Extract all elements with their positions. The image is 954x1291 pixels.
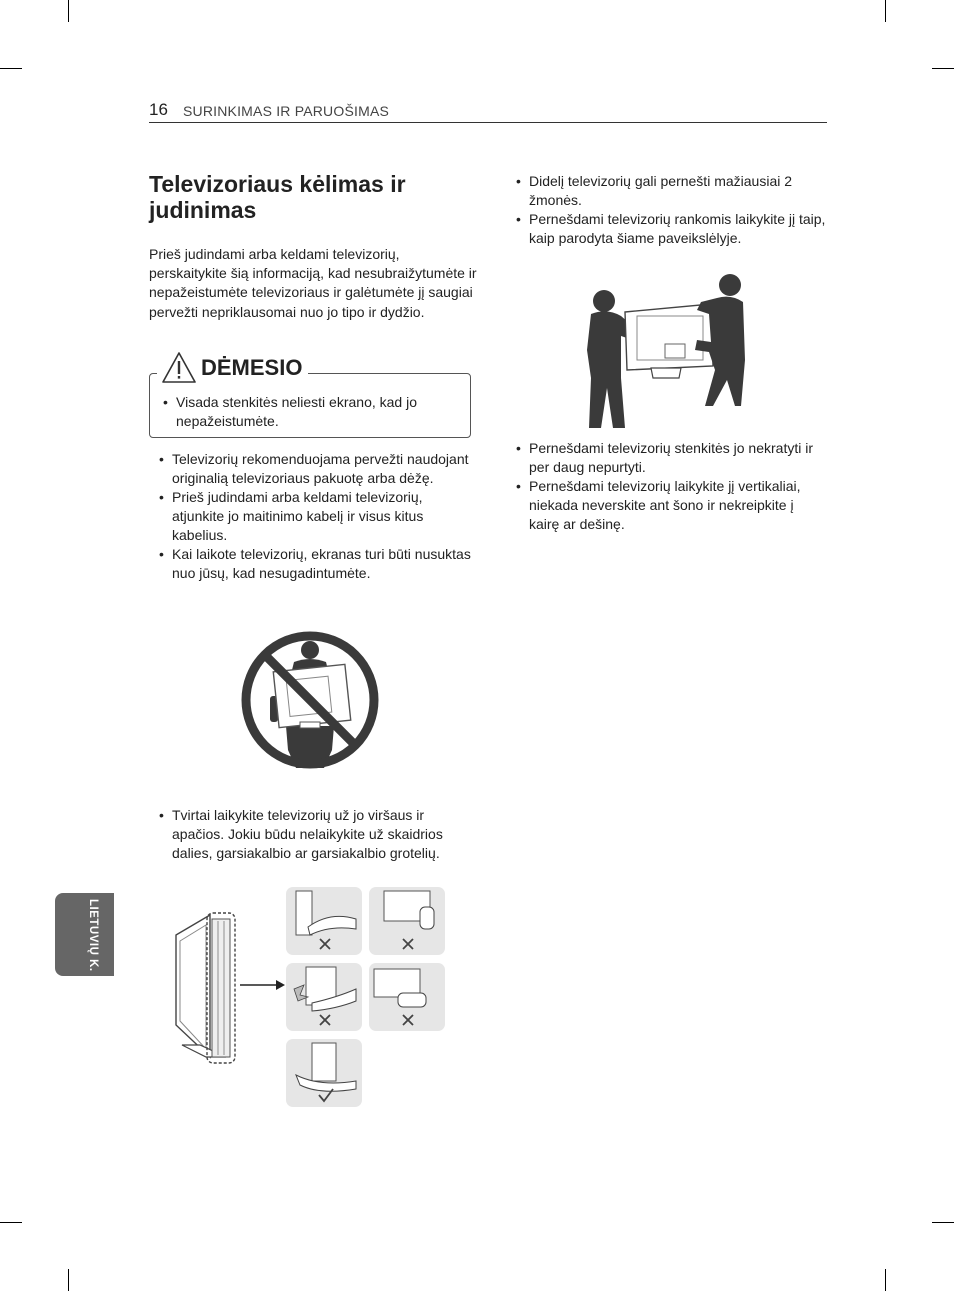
list-item: • Visada stenkitės neliesti ekrano, kad jo nepažeistumėte. (154, 393, 454, 431)
caution-list (154, 393, 454, 431)
crop-mark (68, 1269, 69, 1291)
list-item: • Televizorių rekomenduojama pervežti naudojant originalią televizoriaus pakuotę arba dėžę. (150, 450, 472, 488)
transport-list (507, 439, 827, 534)
caution-label: DĖMESIO (201, 355, 303, 380)
grip-panel-4 (369, 963, 445, 1031)
page-title: Televizoriaus kėlimas ir judinimas (149, 171, 406, 223)
grip-panel-3 (286, 963, 362, 1031)
crop-mark (885, 0, 886, 22)
grip-panel-2 (369, 887, 445, 955)
crop-mark (885, 1269, 886, 1291)
warning-triangle-icon (161, 351, 197, 385)
language-tab (55, 893, 114, 976)
prohibited-carry-illustration (236, 626, 384, 774)
arrow-right-icon (240, 980, 285, 990)
crop-mark (932, 1222, 954, 1223)
list-item: • Pernešdami televizorių stenkitės jo nekratyti ir per daug nepurtyti. (507, 439, 827, 477)
section-title: SURINKIMAS IR PARUOŠIMAS (183, 103, 390, 119)
crop-mark (68, 0, 69, 22)
crop-mark (0, 1222, 22, 1223)
tv-grip-illustration (170, 885, 450, 1110)
two-person-carry-illustration (585, 270, 747, 430)
list-item: • Prieš judindami arba keldami televizorių, atjunkite jo maitinimo kabelį ir visus kitus kabelius. (150, 488, 472, 545)
carry-list (507, 172, 827, 248)
list-item: • Didelį televizorių gali pernešti mažiausiai 2 žmonės. (507, 172, 827, 210)
list-item: • Pernešdami televizorių rankomis laikykite jį taip, kaip parodyta šiame paveikslėlyje. (507, 210, 827, 248)
list-item: • Tvirtai laikykite televizorių už jo viršaus ir apačios. Jokiu būdu nelaikykite už skaidrios dalies, garsiakalbio ar garsiakalbio grotelių. (150, 806, 472, 863)
list-item: • Kai laikote televizorių, ekranas turi būti nusuktas nuo jūsų, kad nesugadintumėte. (150, 545, 472, 583)
crop-mark (0, 68, 22, 69)
crop-mark (932, 68, 954, 69)
language-tab-label: LIETUVIŲ K. (87, 899, 99, 972)
caution-heading (157, 348, 308, 388)
intro-paragraph: Prieš judindami arba keldami televizorių, perskaitykite šią informaciją, kad nesubraižytumėte ir nepažeistumėte televizoriaus ir galėtumėte jį saugiai pervežti nepriklausomai nuo jo tipo ir dydžio. (149, 246, 477, 320)
grip-panel-5 (286, 1039, 362, 1107)
grip-panel-1 (286, 887, 362, 955)
page-number: 16 (149, 100, 168, 119)
handling-list (150, 450, 472, 583)
grip-list (150, 806, 472, 863)
page-header (149, 100, 827, 123)
list-item: • Pernešdami televizorių laikykite jį vertikaliai, niekada neverskite ant šono ir nekreipkite į kairę ar dešinę. (507, 477, 827, 534)
